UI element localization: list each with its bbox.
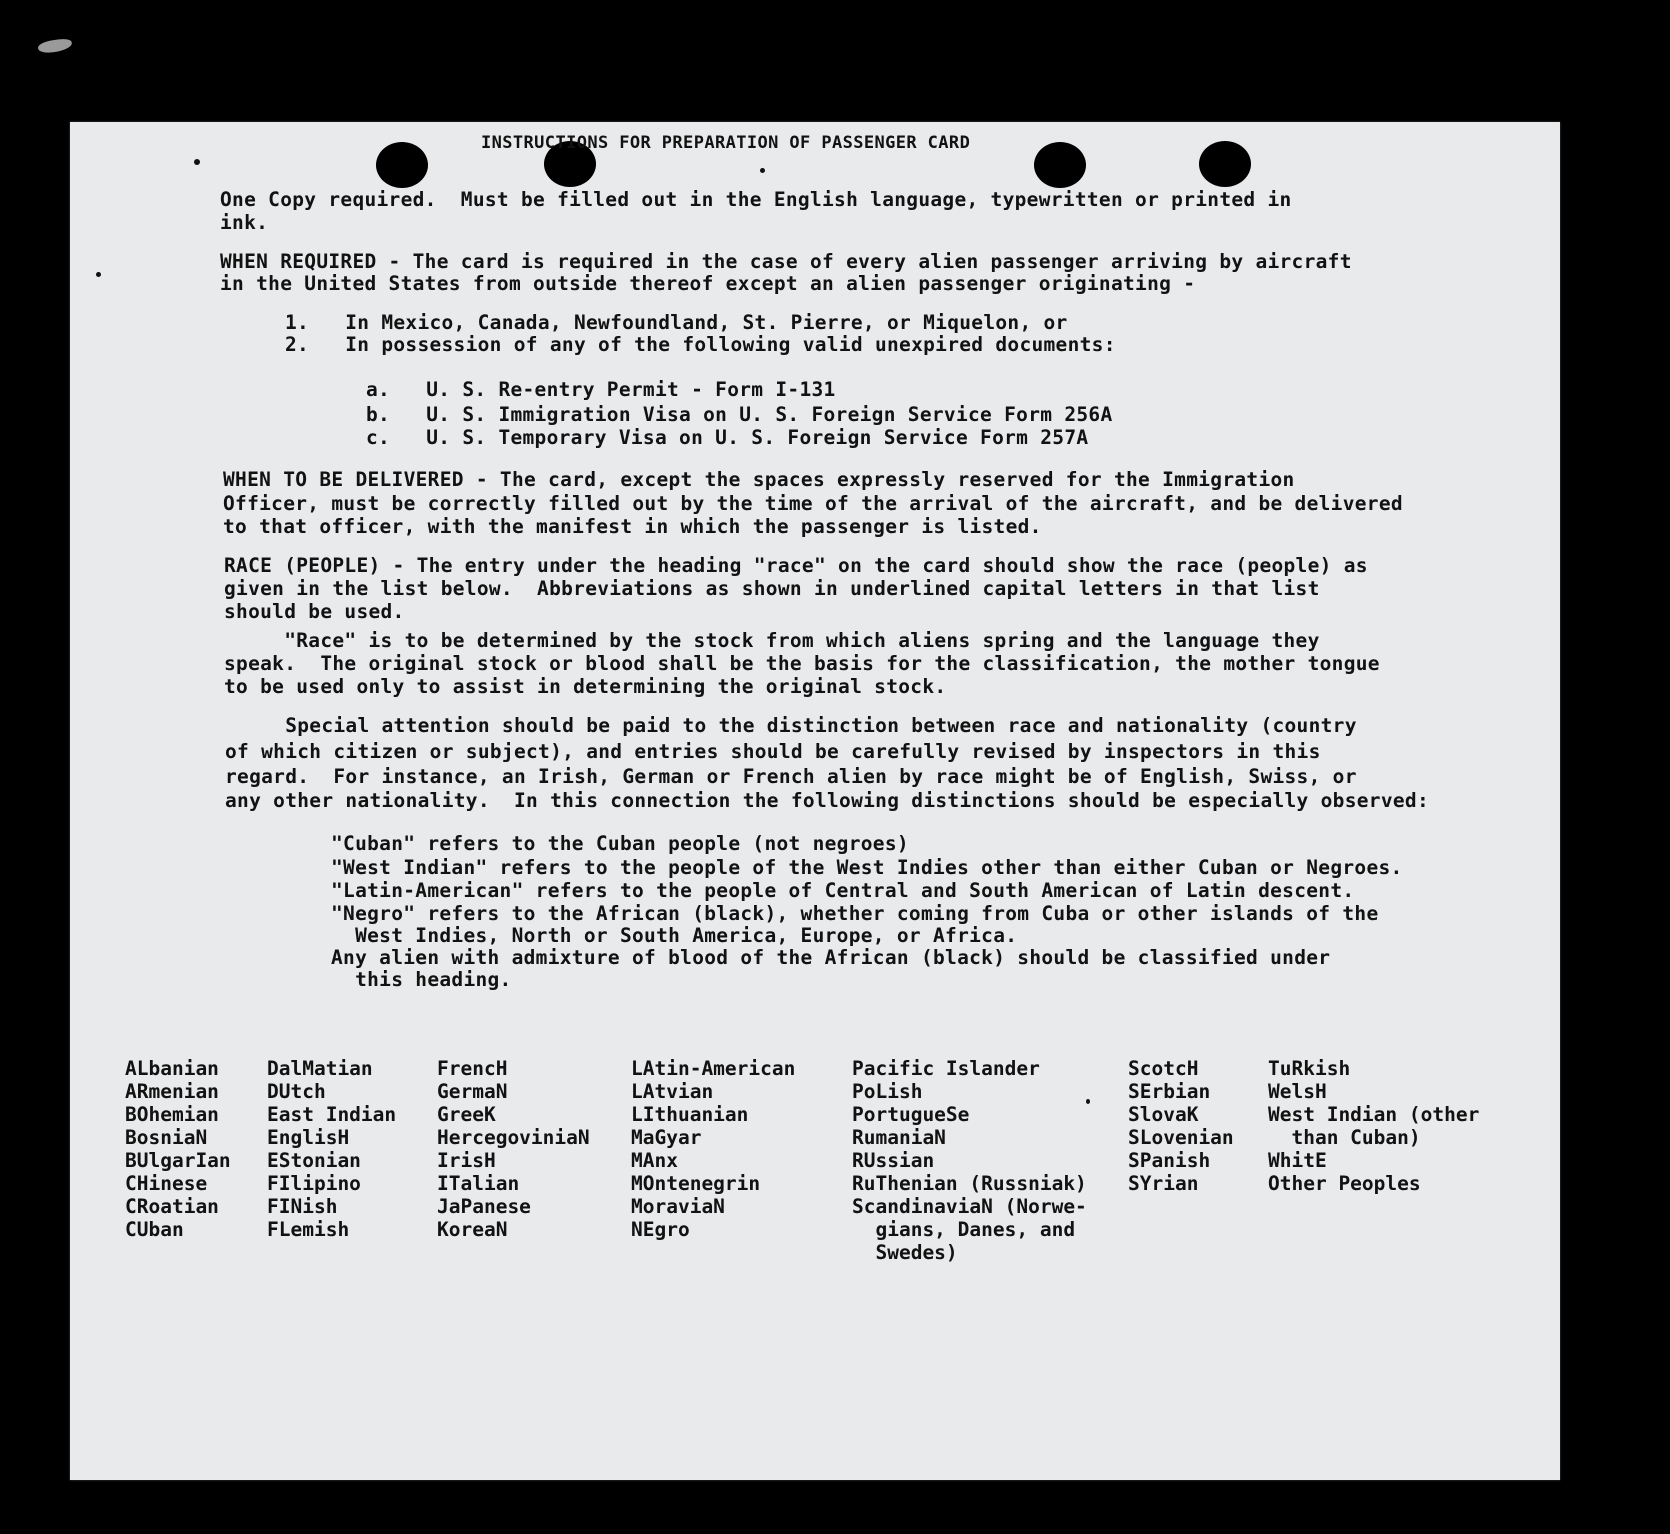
race-entry: SYrian (1128, 1172, 1199, 1195)
race-entry: DUtch (267, 1080, 326, 1103)
when-delivered-line-1: WHEN TO BE DELIVERED - The card, except the spaces expressly reserved for the Immigration (223, 468, 1295, 491)
distinction-negro-line-1: "Negro" refers to the African (black), whether coming from Cuba or other islands of the (331, 902, 1379, 925)
distinction-cuban: "Cuban" refers to the Cuban people (not negroes) (331, 832, 909, 855)
race-entry: LAtin-American (631, 1057, 796, 1080)
distinction-negro-line-2: West Indies, North or South America, Europe, or Africa. (331, 924, 1018, 947)
race-determined-line-2: speak. The original stock or blood shall be the basis for the classification, the mother tongue (224, 652, 1380, 675)
race-entry: ALbanian (125, 1057, 219, 1080)
race-people-line-2: given in the list below. Abbreviations as shown in underlined capital letters in that list (224, 577, 1320, 600)
race-entry: SlovaK (1128, 1103, 1199, 1126)
race-entry: FINish (267, 1195, 338, 1218)
race-entry: Swedes) (852, 1241, 958, 1264)
document-item-c: c. U. S. Temporary Visa on U. S. Foreign Service Form 257A (366, 426, 1089, 449)
race-column (437, 1057, 590, 1241)
origin-item-1: 1. In Mexico, Canada, Newfoundland, St. Pierre, or Miquelon, or (285, 311, 1068, 334)
race-entry: East Indian (267, 1103, 397, 1126)
race-entry: gians, Danes, and (852, 1218, 1076, 1241)
intro-line-2: ink. (220, 211, 269, 234)
race-entry: MaGyar (631, 1126, 702, 1149)
when-required-line-2: in the United States from outside thereof except an alien passenger originating - (220, 272, 1196, 295)
race-entry: FrencH (437, 1057, 508, 1080)
intro-line-1: One Copy required. Must be filled out in the English language, typewritten or printed in (220, 188, 1292, 211)
distinction-admixture-line-1: Any alien with admixture of blood of the African (black) should be classified under (331, 946, 1331, 969)
race-column (1268, 1057, 1479, 1195)
special-attention-line-3: regard. For instance, an Irish, German or French alien by race might be of English, Swiss, or (225, 765, 1357, 788)
special-attention-line-1: Special attention should be paid to the distinction between race and nationality (country (225, 714, 1357, 737)
race-entry: MoraviaN (631, 1195, 725, 1218)
race-entry: TuRkish (1268, 1057, 1351, 1080)
speck (96, 272, 101, 277)
race-entry: RuThenian (Russniak) (852, 1172, 1087, 1195)
race-entry: Other Peoples (1268, 1172, 1421, 1195)
race-entry: JaPanese (437, 1195, 531, 1218)
special-attention-line-4: any other nationality. In this connection the following distinctions should be especially observed: (225, 789, 1429, 812)
race-entry: West Indian (other (1268, 1103, 1480, 1126)
race-entry: LAtvian (631, 1080, 714, 1103)
race-entry: ARmenian (125, 1080, 219, 1103)
race-entry: SLovenian (1128, 1126, 1234, 1149)
document-item-b: b. U. S. Immigration Visa on U. S. Foreign Service Form 256A (366, 403, 1113, 426)
distinction-latin-american: "Latin-American" refers to the people of Central and South American of Latin descent. (331, 879, 1355, 902)
race-determined-line-1: "Race" is to be determined by the stock from which aliens spring and the language they (224, 629, 1320, 652)
race-entry: ScandinaviaN (Norwe- (852, 1195, 1087, 1218)
race-entry: BOhemian (125, 1103, 219, 1126)
race-entry: ScotcH (1128, 1057, 1199, 1080)
distinction-west-indian: "West Indian" refers to the people of the West Indies other than either Cuban or Negroes. (331, 856, 1403, 879)
punch-hole (1199, 141, 1251, 187)
race-entry: CHinese (125, 1172, 208, 1195)
race-entry: MAnx (631, 1149, 678, 1172)
race-entry: GreeK (437, 1103, 496, 1126)
race-column (631, 1057, 795, 1241)
punch-hole (1034, 142, 1086, 188)
document-item-a: a. U. S. Re-entry Permit - Form I-131 (366, 378, 836, 401)
race-entry: WelsH (1268, 1080, 1327, 1103)
race-column (125, 1057, 231, 1241)
race-column (267, 1057, 396, 1241)
race-entry: GermaN (437, 1080, 508, 1103)
debris-mark (37, 38, 72, 55)
race-entry: MOntenegrin (631, 1172, 761, 1195)
race-entry: CRoatian (125, 1195, 219, 1218)
distinction-admixture-line-2: this heading. (331, 968, 512, 991)
race-entry: IrisH (437, 1149, 496, 1172)
race-entry: SErbian (1128, 1080, 1211, 1103)
when-delivered-line-2: Officer, must be correctly filled out by the time of the arrival of the aircraft, and be delivered (223, 492, 1403, 515)
race-entry: DalMatian (267, 1057, 373, 1080)
race-entry: PortugueSe (852, 1103, 970, 1126)
race-people-line-3: should be used. (224, 600, 405, 623)
race-column (852, 1057, 1087, 1264)
race-entry: EStonian (267, 1149, 361, 1172)
race-entry: FLemish (267, 1218, 350, 1241)
race-entry: PoLish (852, 1080, 923, 1103)
speck (760, 168, 765, 173)
page-title: INSTRUCTIONS FOR PREPARATION OF PASSENGER CARD (481, 133, 971, 153)
race-entry: ITalian (437, 1172, 520, 1195)
race-people-line-1: RACE (PEOPLE) - The entry under the heading "race" on the card should show the race (people) as (224, 554, 1368, 577)
race-entry: EnglisH (267, 1126, 350, 1149)
race-entry: KoreaN (437, 1218, 508, 1241)
when-required-line-1: WHEN REQUIRED - The card is required in the case of every alien passenger arriving by aircraft (220, 250, 1352, 273)
race-entry: than Cuban) (1268, 1126, 1421, 1149)
race-entry: FIlipino (267, 1172, 361, 1195)
race-entry: SPanish (1128, 1149, 1211, 1172)
race-entry: RUssian (852, 1149, 935, 1172)
race-entry: HercegoviniaN (437, 1126, 590, 1149)
speck (194, 159, 200, 165)
race-determined-line-3: to be used only to assist in determining the original stock. (224, 675, 947, 698)
special-attention-line-2: of which citizen or subject), and entries should be carefully revised by inspectors in this (225, 740, 1321, 763)
when-delivered-line-3: to that officer, with the manifest in which the passenger is listed. (223, 515, 1042, 538)
origin-item-2: 2. In possession of any of the following valid unexpired documents: (285, 333, 1116, 356)
race-entry: LIthuanian (631, 1103, 749, 1126)
race-entry: WhitE (1268, 1149, 1327, 1172)
race-entry: RumaniaN (852, 1126, 946, 1149)
passenger-card-instructions-page (70, 122, 1560, 1480)
punch-hole (376, 142, 428, 188)
race-column (1128, 1057, 1234, 1195)
race-entry: BUlgarIan (125, 1149, 231, 1172)
race-entry: CUban (125, 1218, 184, 1241)
race-entry: Pacific Islander (852, 1057, 1040, 1080)
race-entry: NEgro (631, 1218, 690, 1241)
race-entry: BosniaN (125, 1126, 208, 1149)
